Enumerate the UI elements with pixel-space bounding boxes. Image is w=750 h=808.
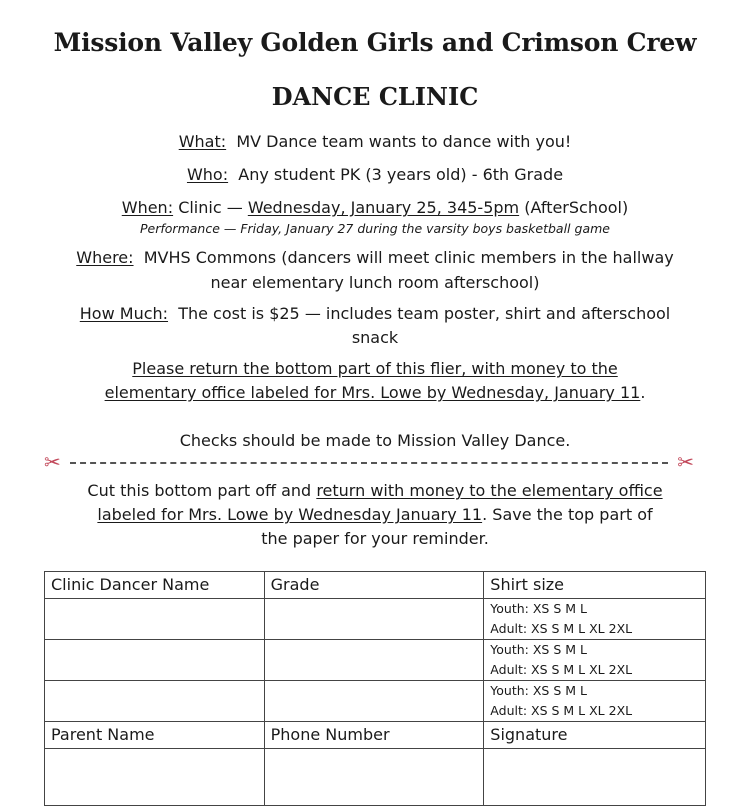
dancer-name-cell[interactable]	[45, 599, 265, 640]
return-text-2: elementary office labeled for Mrs. Lowe by Wednesday, January 11	[104, 383, 641, 402]
scissors-left-icon: ✂	[44, 450, 61, 474]
return-line-2	[0, 382, 750, 404]
when-prefix: Clinic —	[178, 198, 243, 217]
scissors-right-icon: ✂	[677, 450, 694, 474]
cut-line	[44, 452, 694, 472]
parent-header-row	[45, 722, 706, 749]
cut-text-underlined: return with money to the elementary office	[316, 481, 663, 500]
grade-cell[interactable]	[264, 640, 484, 681]
when-line	[0, 197, 750, 219]
shirt-size-cell[interactable]	[484, 640, 706, 681]
checks-line: Checks should be made to Mission Valley Dance.	[179, 431, 571, 450]
header-shirt-size: Shirt size	[484, 572, 706, 599]
youth-sizes: Youth: XS S M L	[490, 642, 587, 657]
cut-instruction-2	[0, 504, 750, 526]
youth-sizes: Youth: XS S M L	[490, 601, 587, 616]
cost-text-1: The cost is $25 — includes team poster, shirt and afterschool	[178, 304, 671, 323]
adult-sizes: Adult: XS S M L XL 2XL	[490, 621, 633, 636]
performance-line: Performance — Friday, January 27 during the varsity boys basketball game	[140, 221, 610, 236]
table-row	[45, 681, 706, 722]
return-line-1	[0, 358, 750, 380]
who-text: Any student PK (3 years old) - 6th Grade	[238, 165, 564, 184]
what-line	[0, 131, 750, 153]
what-text: MV Dance team wants to dance with you!	[236, 132, 572, 151]
cut-text-underlined-2: labeled for Mrs. Lowe by Wednesday January 11	[97, 505, 483, 524]
shirt-size-cell[interactable]	[484, 599, 706, 640]
cut-text-plain-2: . Save the top part of	[482, 505, 653, 524]
header-parent-name: Parent Name	[45, 722, 265, 749]
registration-form-table	[44, 571, 706, 806]
dancer-name-cell[interactable]	[45, 681, 265, 722]
cost-line-2: snack	[351, 328, 399, 347]
phone-number-cell[interactable]	[264, 749, 484, 806]
who-label: Who:	[186, 165, 229, 184]
when-label: When:	[121, 198, 174, 217]
when-date: Wednesday, January 25, 345-5pm	[247, 198, 520, 217]
return-period: .	[640, 383, 646, 402]
where-line	[0, 247, 750, 269]
return-text-1: Please return the bottom part of this flier, with money to the	[132, 359, 618, 378]
signature-cell[interactable]	[484, 749, 706, 806]
dashed-divider	[70, 462, 668, 464]
who-line	[0, 164, 750, 186]
cut-instruction-3: the paper for your reminder.	[261, 529, 489, 548]
table-row	[45, 599, 706, 640]
cost-line	[0, 303, 750, 325]
grade-cell[interactable]	[264, 681, 484, 722]
where-text-1: MVHS Commons (dancers will meet clinic members in the hallway	[143, 248, 674, 267]
flier-subtitle: DANCE CLINIC	[271, 82, 479, 111]
header-grade: Grade	[264, 572, 484, 599]
dancer-name-cell[interactable]	[45, 640, 265, 681]
cut-instruction-1	[0, 480, 750, 502]
when-suffix: (AfterSchool)	[524, 198, 629, 217]
where-line-2: near elementary lunch room afterschool)	[210, 273, 540, 292]
cost-label: How Much:	[79, 304, 169, 323]
header-dancer-name: Clinic Dancer Name	[45, 572, 265, 599]
what-label: What:	[178, 132, 227, 151]
table-header-row	[45, 572, 706, 599]
header-signature: Signature	[484, 722, 706, 749]
adult-sizes: Adult: XS S M L XL 2XL	[490, 662, 633, 677]
parent-row	[45, 749, 706, 806]
parent-name-cell[interactable]	[45, 749, 265, 806]
adult-sizes: Adult: XS S M L XL 2XL	[490, 703, 633, 718]
flier-title: Mission Valley Golden Girls and Crimson Crew	[53, 28, 697, 57]
grade-cell[interactable]	[264, 599, 484, 640]
where-label: Where:	[76, 248, 134, 267]
shirt-size-cell[interactable]	[484, 681, 706, 722]
youth-sizes: Youth: XS S M L	[490, 683, 587, 698]
header-phone-number: Phone Number	[264, 722, 484, 749]
cut-text-plain: Cut this bottom part off and	[87, 481, 312, 500]
table-row	[45, 640, 706, 681]
